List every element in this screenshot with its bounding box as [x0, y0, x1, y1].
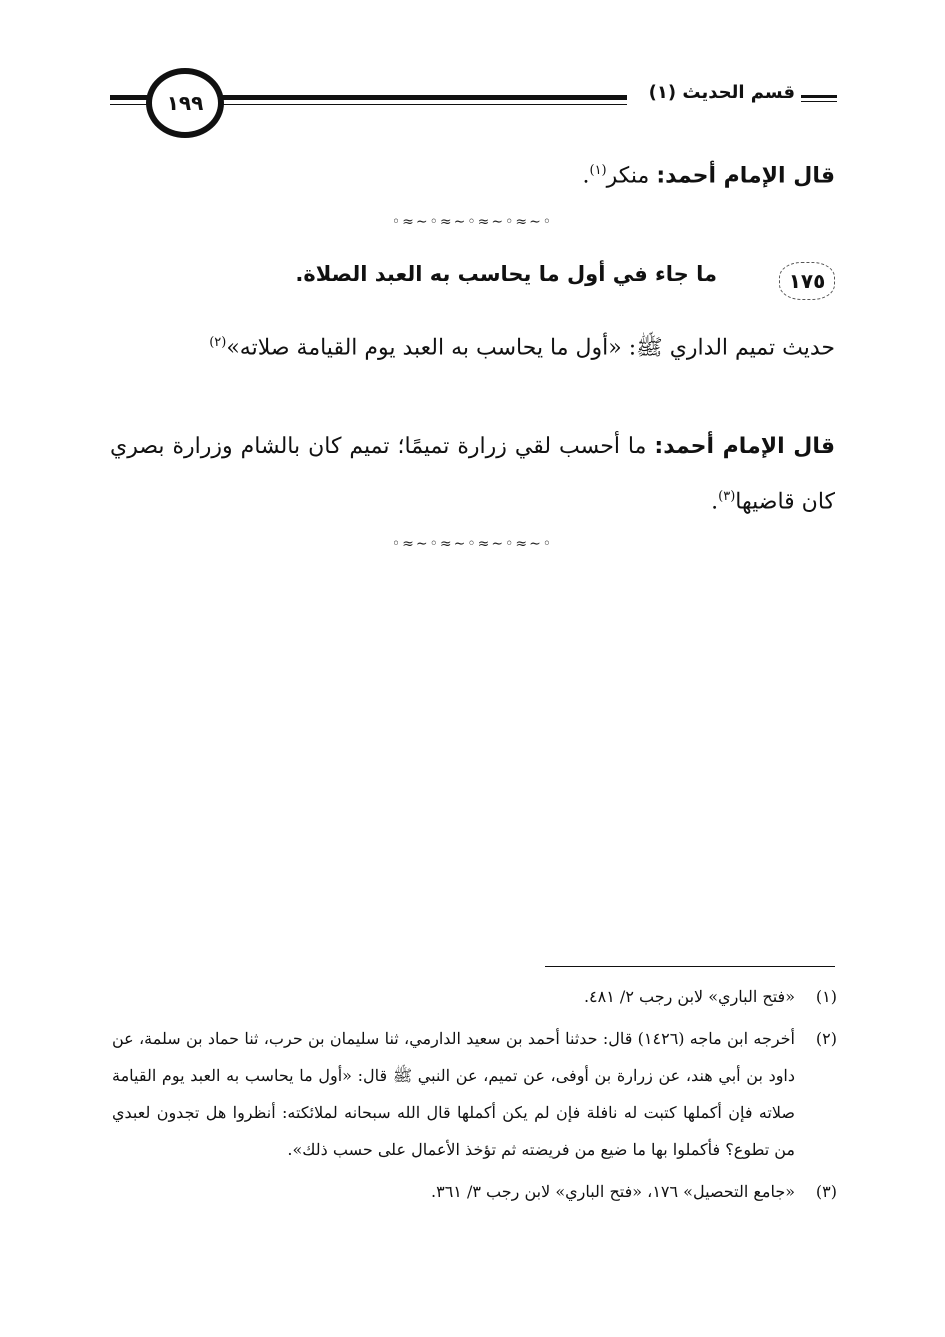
- opening-text: منكر: [606, 163, 650, 189]
- section-ornament: ◦∽≈◦∽≈◦∽≈◦∽≈◦: [391, 214, 554, 230]
- footnote-text: «جامع التحصيل» ١٧٦، «فتح الباري» لابن رجب ٣/ ٣٦١.: [431, 1182, 795, 1201]
- header-rule-right: [801, 95, 837, 102]
- footnote-number: (٣): [815, 1182, 837, 1201]
- footnote: [112, 1020, 837, 1168]
- footnote: [112, 978, 837, 1015]
- footnote: [112, 1173, 837, 1210]
- comment-text: ما أحسب لقي زرارة تميمًا؛ تميم كان بالشام وزرارة بصري كان قاضيها: [110, 434, 835, 515]
- running-title: قسم الحديث (١): [648, 82, 795, 103]
- header-rule-middle: [222, 95, 627, 105]
- opening-line: قال الإمام أحمد: منكر$^{(١)}$.: [582, 163, 835, 189]
- footnote-number: (١): [815, 987, 837, 1006]
- opening-label: قال الإمام أحمد:: [656, 163, 835, 189]
- footnote-mark: (١): [589, 163, 607, 178]
- footnote-number: (٢): [815, 1029, 837, 1048]
- page-number-badge: [146, 68, 224, 138]
- entry-number-badge: [775, 256, 839, 306]
- hadith-paragraph: [110, 318, 835, 373]
- footnotes: [112, 978, 837, 1210]
- page-header: [110, 62, 837, 140]
- entry-number: ١٧٥: [788, 269, 826, 293]
- page-number: ١٩٩: [166, 91, 204, 115]
- footnote-mark: (٣): [718, 489, 736, 504]
- footnote-mark: (٢): [209, 335, 227, 350]
- entry-title: ما جاء في أول ما يحاسب به العبد الصلاة.: [295, 262, 717, 286]
- footnote-rule: [545, 966, 835, 967]
- footnote-text: «فتح الباري» لابن رجب ٢/ ٤٨١.: [583, 987, 795, 1006]
- comment-label: قال الإمام أحمد:: [654, 434, 836, 459]
- section-ornament: ◦∽≈◦∽≈◦∽≈◦∽≈◦: [391, 536, 554, 552]
- footnote-text: أخرجه ابن ماجه (١٤٢٦) قال: حدثنا أحمد بن سعيد الدارمي، ثنا سليمان بن حرب، ثنا حماد بن سلمة، عن داود بن أبي هند، عن زرارة بن أوفى، عن تميم، عن النبي ﷺ قال: «أول ما يحاسب به العبد يوم القيامة صلاته فإن أكملها كتبت له نافلة فإن لم يكن أكملها قال الله سبحانه لملائكته: أنظروا هل تجدون لعبدي من تطوع؟ فأكملوا بها ما ضيع من فريضته ثم تؤخذ الأعمال على حسب ذلك».: [112, 1029, 795, 1159]
- hadith-text: حديث تميم الداري ﷺ: «أول ما يحاسب به العبد يوم القيامة صلاته»: [226, 335, 835, 361]
- comment-paragraph: قال الإمام أحمد: ما أحسب لقي زرارة تميمًا؛ تميم كان بالشام وزرارة بصري كان قاضيها$^{(٣)}$.: [110, 434, 836, 515]
